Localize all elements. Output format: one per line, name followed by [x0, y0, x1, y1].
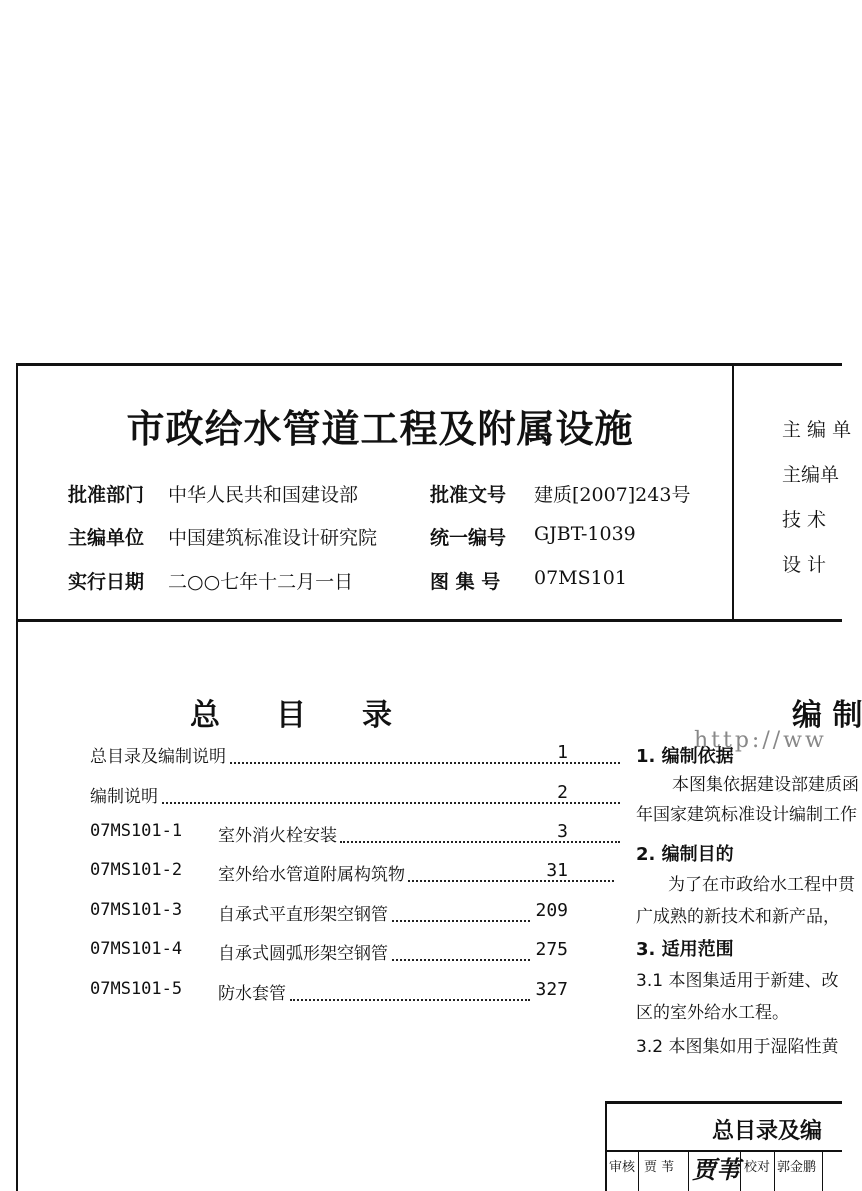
toc-item-code: 07MS101-5 [90, 979, 183, 999]
toc-item-text: 防水套管 [218, 984, 286, 1004]
toc-item-page: 3 [557, 821, 568, 842]
side-label-editor-unit: 主 编 单 [782, 419, 852, 441]
page-title: 市政给水管道工程及附属设施 [126, 406, 634, 451]
tb-reviewer-label: 审核 [609, 1160, 636, 1175]
reviewer-signature: 贾苇 [692, 1155, 740, 1184]
toc-item[interactable] [90, 782, 568, 808]
side-label-design: 设 计 [782, 554, 827, 576]
unified-no-value: GJBT-1039 [534, 523, 636, 545]
toc-leader-dots [392, 939, 530, 961]
toc-item[interactable] [90, 939, 568, 965]
approval-doc-label: 批准文号 [430, 484, 507, 506]
notes-heading: 编 制 [792, 698, 862, 733]
toc-item-page: 2 [557, 782, 568, 803]
toc-leader-dots [340, 821, 620, 843]
effective-date-value: 二○○七年十二月一日 [168, 571, 354, 593]
toc-item-text: 总目录及编制说明 [90, 747, 226, 767]
notes-s3-line3: 3.2 本图集如用于湿陷性黄 [636, 1037, 839, 1057]
toc-item[interactable] [90, 860, 568, 886]
toc-leader-dots [392, 900, 530, 922]
toc-leader-dots [290, 979, 530, 1001]
atlas-no-value: 07MS101 [534, 567, 627, 589]
toc-item-code: 07MS101-2 [90, 860, 183, 880]
header-side-divider [732, 363, 734, 621]
toc-item-code: 07MS101-1 [90, 821, 183, 841]
notes-s2-title: 2. 编制目的 [636, 844, 734, 865]
toc-item-text: 自承式圆弧形架空钢管 [218, 944, 388, 964]
watermark-text: http://ww [694, 728, 827, 753]
frame-left-line [16, 363, 18, 1191]
notes-s1-line1: 本图集依据建设部建质函 [672, 775, 859, 795]
notes-s2-line2: 广成熟的新技术和新产品， [636, 907, 840, 927]
approval-doc-value: 建质[2007]243号 [534, 484, 691, 506]
unified-no-label: 统一编号 [430, 527, 507, 549]
notes-s3-line2: 区的室外给水工程。 [636, 1003, 789, 1023]
toc-item-page: 209 [535, 900, 568, 921]
toc-title: 总目录 [190, 698, 448, 733]
toc-item-code: 07MS101-3 [90, 900, 183, 920]
tb-divider [688, 1150, 689, 1191]
notes-s3-line1: 3.1 本图集适用于新建、改 [636, 971, 839, 991]
tb-checker-name: 郭金鹏 [777, 1160, 817, 1175]
toc-leader-dots [408, 860, 614, 882]
editor-unit-value: 中国建筑标准设计研究院 [168, 527, 378, 549]
toc-item[interactable] [90, 900, 568, 926]
toc-item[interactable] [90, 979, 568, 1005]
toc-item-text: 编制说明 [90, 787, 158, 807]
notes-s3-title: 3. 适用范围 [636, 939, 734, 960]
toc-leader-dots [162, 782, 620, 804]
tb-reviewer-name: 贾 苇 [644, 1160, 675, 1175]
toc-item-page: 31 [546, 860, 568, 881]
toc-item[interactable] [90, 742, 568, 768]
notes-s1-title: 1. 编制依据 [636, 746, 734, 767]
toc-item-page: 1 [557, 742, 568, 763]
title-block-left-line [605, 1101, 607, 1191]
toc-item-text: 室外给水管道附属构筑物 [218, 865, 405, 885]
tb-divider [822, 1150, 823, 1191]
toc-item-page: 327 [535, 979, 568, 1000]
notes-s2-line1: 为了在市政给水工程中贯 [668, 875, 855, 895]
frame-top-line [16, 363, 842, 366]
toc-item-code: 07MS101-4 [90, 939, 183, 959]
title-block-top-line [605, 1101, 842, 1104]
atlas-no-label: 图 集 号 [430, 571, 501, 593]
title-block-title: 总目录及编 [712, 1119, 823, 1144]
tb-divider [774, 1150, 775, 1191]
notes-s1-line2: 年国家建筑标准设计编制工作 [636, 805, 857, 825]
tb-divider [638, 1150, 639, 1191]
editor-unit-label: 主编单位 [68, 527, 145, 549]
effective-date-label: 实行日期 [68, 571, 145, 593]
side-label-editor-unit-2: 主编单 [782, 464, 840, 486]
approval-dept-label: 批准部门 [68, 484, 145, 506]
tb-divider [740, 1150, 741, 1191]
toc-item-text: 自承式平直形架空钢管 [218, 905, 388, 925]
tb-checker-label: 校对 [744, 1160, 771, 1175]
approval-dept-value: 中华人民共和国建设部 [168, 484, 359, 506]
toc-item-page: 275 [535, 939, 568, 960]
toc-item[interactable] [90, 821, 568, 847]
header-divider-line [16, 619, 842, 622]
side-label-technical: 技 术 [782, 509, 827, 531]
toc-item-text: 室外消火栓安装 [218, 826, 337, 846]
